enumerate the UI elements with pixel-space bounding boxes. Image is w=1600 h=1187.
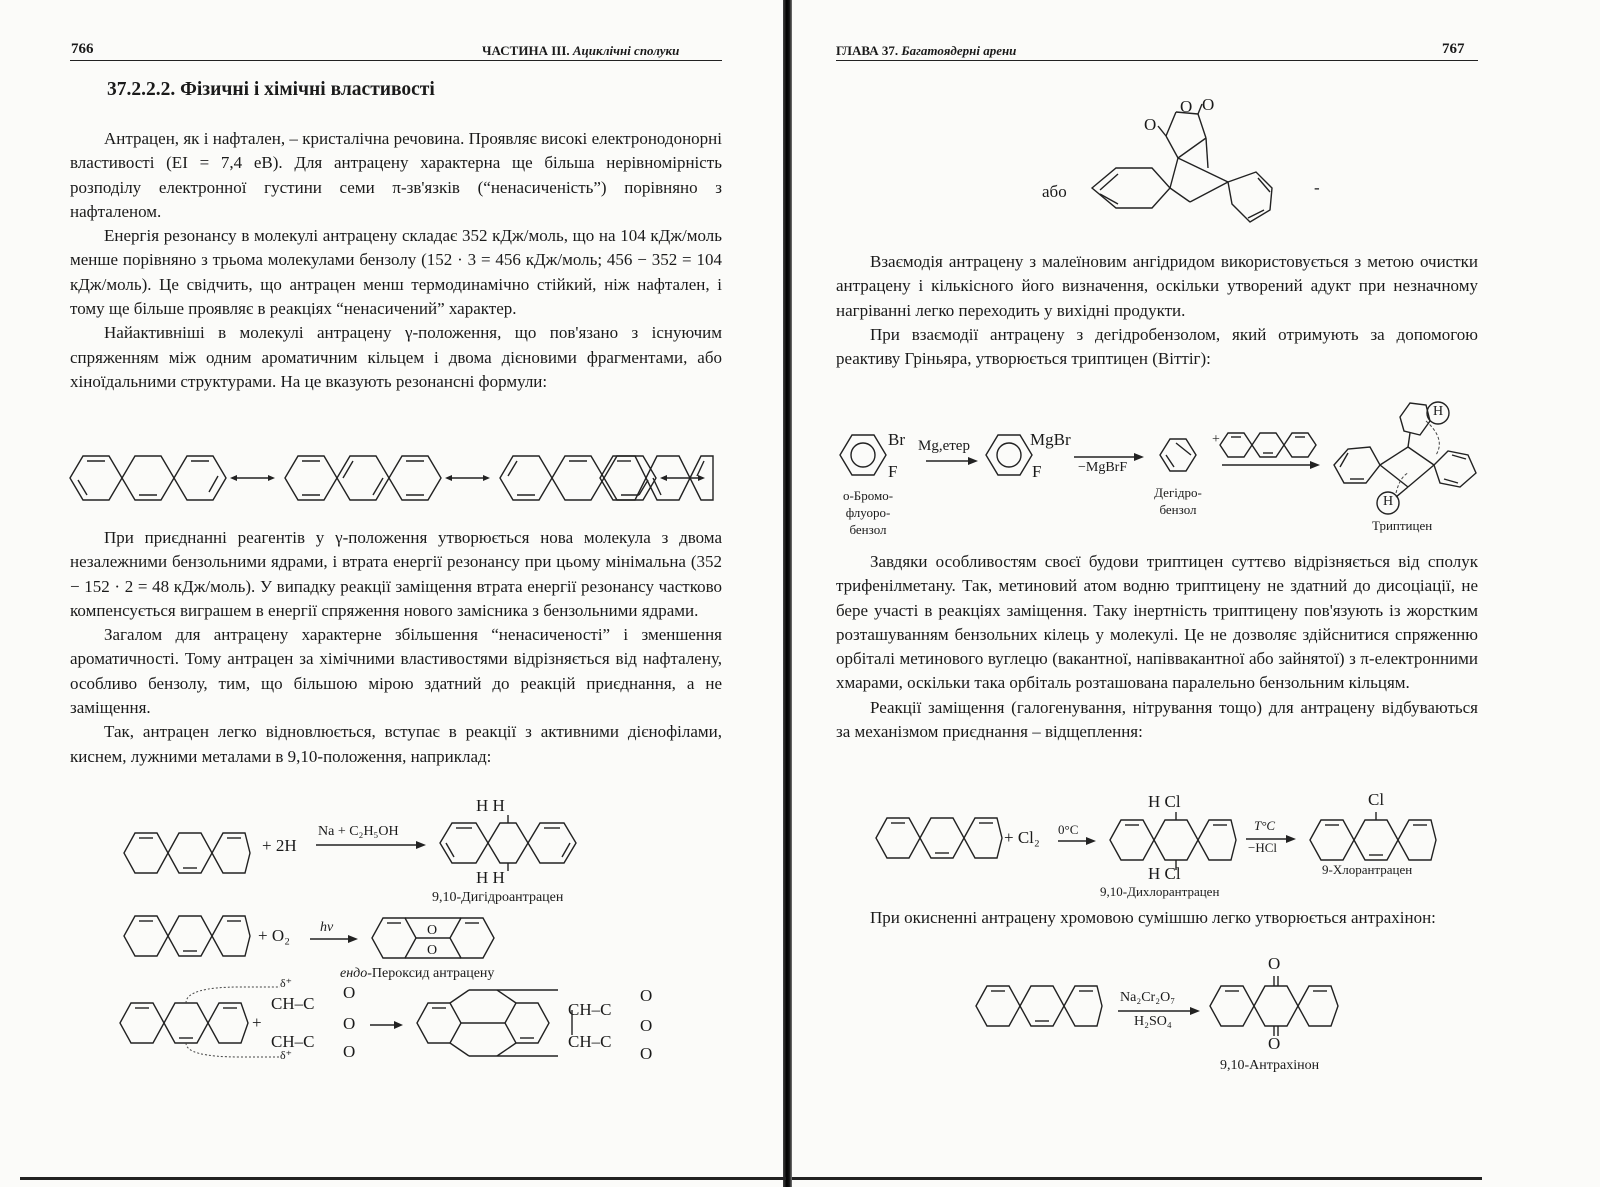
chlor-cond2-bottom: −HCl <box>1248 840 1278 855</box>
page-number-right: 767 <box>1442 41 1465 57</box>
paragraph: Реакції заміщення (галогенування, нітрування тощо) для антрацену відбуваються за механізмом приєднання – відщеплення: <box>836 697 1478 742</box>
reaction3-arrow <box>370 1021 403 1029</box>
label-triptycene: Триптицен <box>1372 518 1433 533</box>
label-bromofluorobenzene: о-Бромо- флуоро- бензол <box>842 488 894 537</box>
chlor-cond2-top: T°C <box>1254 818 1276 833</box>
maleic-o3: O <box>343 1042 356 1061</box>
paragraph: Енергія резонансу в молекулі антрацену складає 352 кДж/моль, що на 104 кДж/моль менше порівняно з трьома молекулами бензолу (152 · 3 = 456 кДж/моль; 456 − 352 = 104 кДж/моль). Це свідчить, що антрацен менш термодинамічно стійкий, ніж нафтален, і тому ще більше проявляє в реакціях “ненасичений” характер. <box>70 226 722 319</box>
reaction1-top-h: H H <box>476 796 505 815</box>
paragraph: При взаємодії антрацену з дегідробензолом, який отримують за допомогою реактиву Гріньяра, утворюється триптицен (Віттіг): <box>836 324 1478 369</box>
mg-arrow <box>926 457 978 465</box>
running-head-right <box>836 43 1016 59</box>
paragraph: При приєднанні реагентів у γ-положення утворюється нова молекула з двома незалежними бензольними ядрами, і втрата енергії резонансу при цьому мінімальна (352 − 152 · 2 = 48 кДж/моль). У випадку реакції заміщення втрата енергії резонансу частково компенсується виграшем в енергії спряження нового замісника з бензольними ядрами. <box>70 528 722 620</box>
maleic-o1: O <box>343 983 356 1002</box>
endo-prefix: ендо <box>340 966 368 981</box>
ox-label: 9,10-Антрахінон <box>1220 1058 1320 1073</box>
scheme-plus: + <box>1212 432 1220 447</box>
adduct-o2: O <box>640 1016 653 1035</box>
maleic-o2: O <box>343 1014 356 1033</box>
text-block-4 <box>836 550 1478 744</box>
endoperoxide-structure <box>372 910 494 966</box>
ox-cond-top: Na₂Cr₂O₇ <box>1120 990 1176 1005</box>
ox-o-bottom: O <box>1268 1034 1281 1053</box>
anthracene-chlor-reactant <box>876 812 1006 868</box>
resonance-arrow <box>230 475 275 481</box>
paragraph: При окисненні антрацену хромовою сумішшю легко утворюється антрахінон: <box>870 908 1436 927</box>
reaction2-arrow <box>310 934 360 944</box>
grignard-f: F <box>1032 462 1042 481</box>
triptycene-h-bottom: H <box>1383 494 1394 509</box>
running-head-left <box>482 43 679 59</box>
header-rule-right <box>836 60 1478 61</box>
reaction1-condition: Na + C₂H₅OH <box>318 824 399 839</box>
chlor-label-2: 9-Хлорантрацен <box>1322 862 1413 877</box>
anthracene-reactant-2 <box>124 912 254 964</box>
triptycene-arrow <box>1222 461 1320 469</box>
anthracene-structure-4 <box>600 452 760 508</box>
svg-text:O: O <box>1202 95 1215 114</box>
chloroanthracene-structure <box>1310 812 1440 868</box>
anthracene-reactant-1 <box>124 825 254 883</box>
running-head-chapter: ГЛАВА 37. <box>836 43 899 58</box>
svg-text:O: O <box>427 923 438 938</box>
triptycene-h-top: H <box>1433 404 1444 419</box>
paragraph: Взаємодія антрацену з малеїновим ангідридом використовується з метою очистки антрацену і кількісного його визначення, оскільки утворений адукт при незначному нагріванні легко переходить у вихідні продукти. <box>836 252 1478 320</box>
bottom-shadow-left <box>20 1177 786 1180</box>
running-head-part: ЧАСТИНА III. <box>482 43 570 58</box>
section-heading: 37.2.2.2. Фізичні і хімічні властивості <box>107 79 435 100</box>
adduct-ch-bottom: CH–C <box>568 1032 612 1051</box>
dihydroanthracene-structure <box>440 815 575 871</box>
anthraquinone-structure <box>1210 976 1340 1038</box>
maleic-adduct <box>417 990 572 1056</box>
reaction1-reagent: + 2H <box>262 836 297 855</box>
dichloroanthracene-structure <box>1110 812 1240 872</box>
paragraph: Так, антрацен легко відновлюється, вступає в реакції з активними дієнофілами, киснем, лужними металами в 9,10-положення, наприклад: <box>70 722 722 766</box>
page-number-left: 766 <box>71 41 94 57</box>
reaction2-product-label <box>340 966 494 982</box>
reaction1-bottom-h: H H <box>476 868 505 887</box>
anthracene-small <box>1220 433 1316 457</box>
bromofluorobenzene-structure <box>840 435 886 475</box>
paragraph: Загалом для антрацену характерне збільшення “ненасиченості” і зменшення ароматичності. Тому антрацен за хімічними властивостями відрізняється від нафталену, особливо бензолу, тим, що більшою мірою здатний до реакцій приєднання, а не заміщення. <box>70 625 722 718</box>
adduct-o3: O <box>640 1044 653 1063</box>
chlor-cl: Cl <box>1368 790 1385 809</box>
bromo-br: Br <box>888 430 905 449</box>
grignard-mgbr: MgBr <box>1030 430 1071 449</box>
reaction1-product-label: 9,10-Дигідроантрацен <box>432 890 564 905</box>
anthracene-structure <box>70 456 226 500</box>
chlor-cond1: 0°C <box>1058 822 1079 837</box>
label-dehydrobenzene: Дегідро- бензол <box>1154 485 1202 517</box>
endoperoxide-name: -Пероксид антрацену <box>367 966 495 981</box>
text-block-5 <box>836 906 1478 930</box>
chlor-label-1: 9,10-Дихлорантрацен <box>1100 884 1220 899</box>
svg-text:O: O <box>427 943 438 958</box>
reaction3-plus: + <box>252 1013 262 1032</box>
adduct-o1: O <box>640 986 653 1005</box>
paragraph: Завдяки особливостям своєї будови триптицен суттєво відрізняється від сполук трифенілметану. Так, метиновий атом водню триптицену не здатний до дисоціації, не бере участі в реакціях заміщення. Таку інертність триптицену пов'язують із жорстким розташуванням бензольних кілець у молекулі. Це не дозволяє здійснитися спряженню орбіталі метинового вуглецю (вакантної, напіввакантної або зайнятої) з π-електронними хмарами, оскільки така орбіталь розташована паралельно бензольним кільцям. <box>836 552 1478 693</box>
book-spine <box>783 0 792 1187</box>
abo-label: або <box>1042 182 1067 201</box>
chlor-bottom: H Cl <box>1148 864 1181 883</box>
reaction3-scheme <box>120 985 780 1075</box>
ox-o-top: O <box>1268 954 1281 973</box>
maleic-ch-top: CH–C <box>271 994 315 1013</box>
delta-bottom: δ⁺ <box>280 1048 292 1062</box>
left-page <box>0 0 786 1187</box>
adduct-ch-top: CH–C <box>568 1000 612 1019</box>
resonance-arrow <box>445 475 490 481</box>
delta-top: δ⁺ <box>280 976 292 990</box>
dehydrobenzene-structure <box>1160 439 1196 471</box>
reaction2-condition: hν <box>320 920 334 935</box>
paragraph: Найактивніші в молекулі антрацену γ-положення, що пов'язано з існуючим спряженням між одним ароматичним кільцем і двома дієновими фрагментами, або хіноїдальними структурами. На це вказують резонансні формули: <box>70 323 722 391</box>
reaction2-reagent: + O₂ <box>258 926 291 945</box>
dash-mark: - <box>1314 178 1320 197</box>
ox-cond-bottom: H₂SO₄ <box>1134 1014 1172 1029</box>
anthracene-structure <box>285 456 441 500</box>
mg-ether-condition: Mg,етер <box>918 438 970 454</box>
maleic-ch-bottom: CH–C <box>271 1032 315 1051</box>
chlor-arrow-1 <box>1058 836 1098 846</box>
svg-text:O: O <box>1180 97 1193 116</box>
text-block-2 <box>70 526 722 769</box>
minus-mgbrf: −MgBrF <box>1078 460 1128 475</box>
maleic-adduct-3d <box>1086 92 1286 222</box>
paragraph: Антрацен, як і нафтален, – кристалічна речовина. Проявляє високі електронодонорні властивості (ЕІ = 7,4 еВ). Для антрацену характерна ще більша нерівномірність розподілу електронної густини семи π-зв'язків (“ненасиченість”) порівняно з нафталеном. <box>70 129 722 221</box>
running-head-title: Ациклічні сполуки <box>572 43 680 58</box>
grignard-structure <box>986 435 1032 475</box>
svg-text:O: O <box>1144 115 1157 134</box>
chlor-top: H Cl <box>1148 792 1181 811</box>
right-page <box>792 0 1600 1187</box>
text-block-3 <box>836 250 1478 371</box>
anthracene-ox-reactant <box>976 980 1106 1036</box>
triptycene-structure <box>1334 402 1476 514</box>
bromo-f: F <box>888 462 898 481</box>
header-rule-left <box>70 60 722 61</box>
text-block-1 <box>70 127 722 394</box>
reaction1-arrow <box>316 840 428 850</box>
chlor-reagent: + Cl₂ <box>1004 828 1040 847</box>
running-head-title: Багатоядерні арени <box>901 43 1017 58</box>
